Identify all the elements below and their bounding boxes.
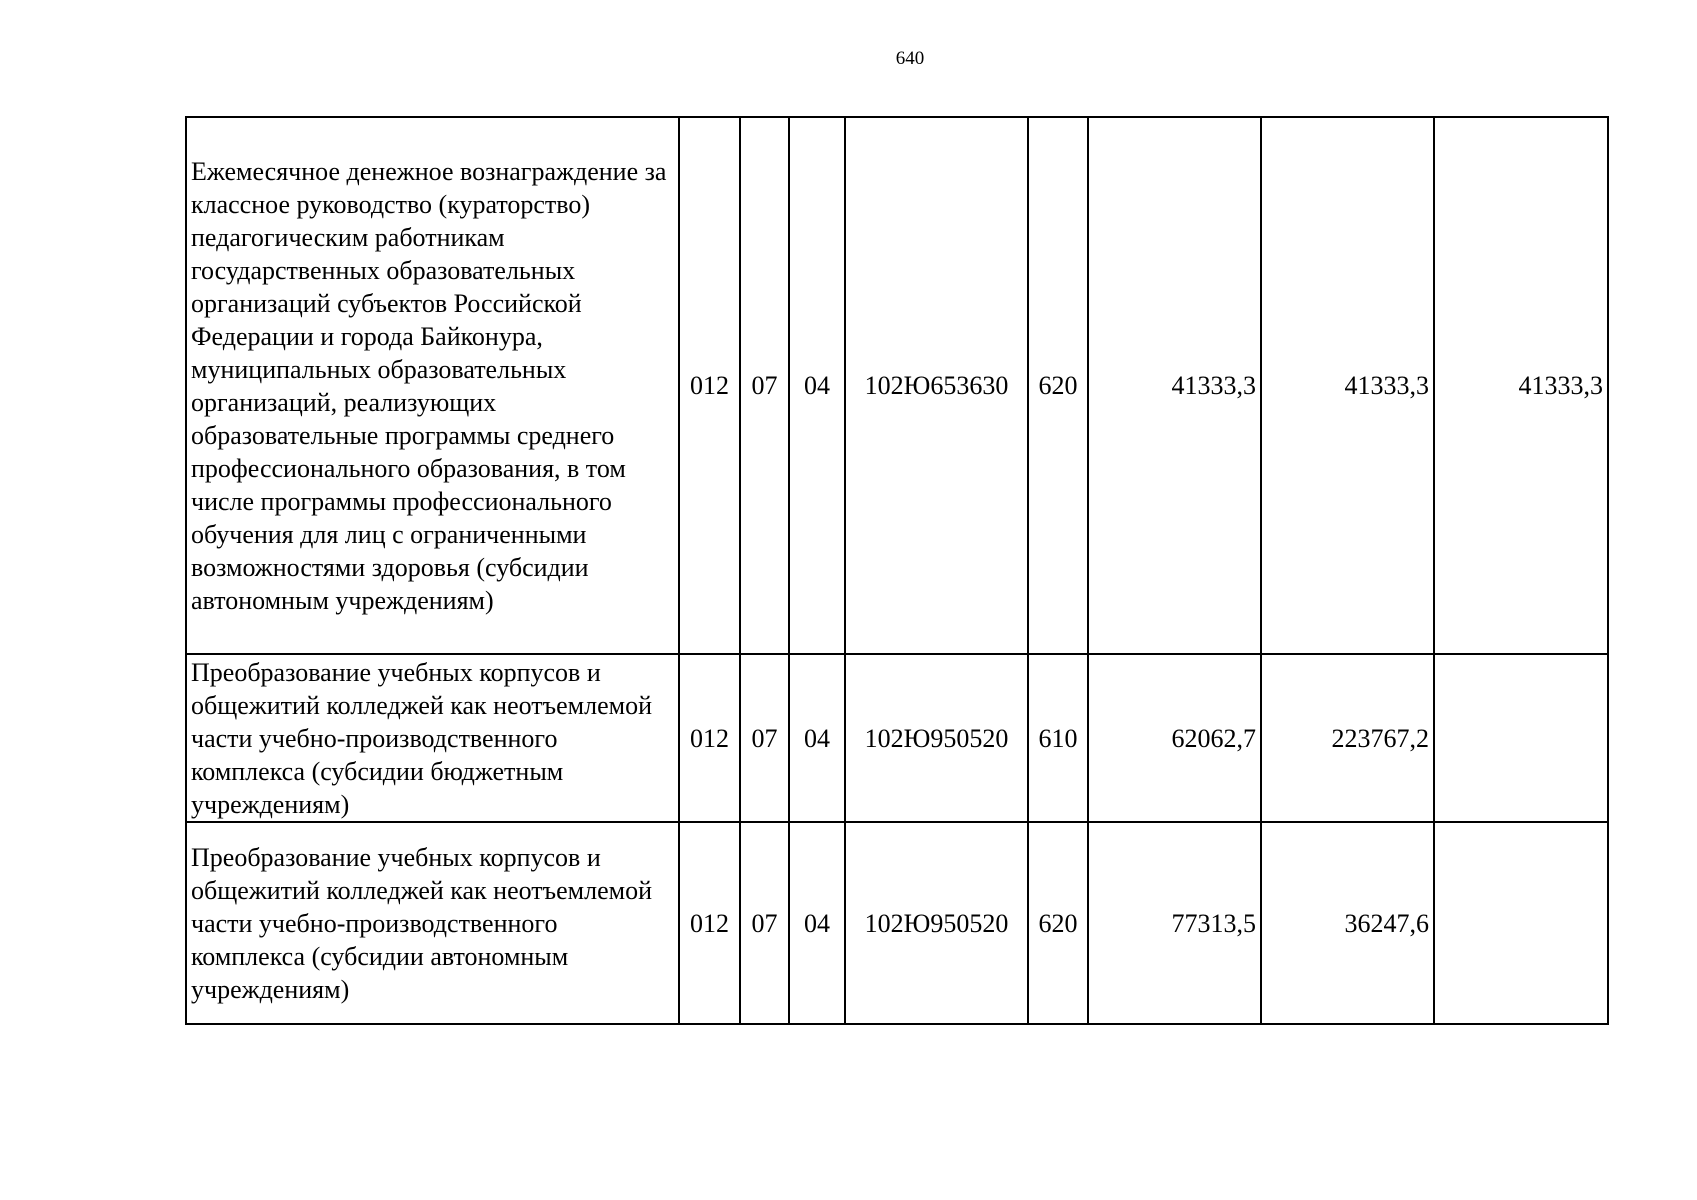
subsection-code: 04: [789, 117, 845, 654]
amount-year-1: 62062,7: [1088, 654, 1261, 822]
row-name: Преобразование учебных корпусов и общежитий колледжей как неотъемлемой части учебно-производственного комплекса (субсидии бюджетным учреждениям): [186, 654, 679, 822]
table-row: [186, 654, 1608, 822]
amount-year-1: 77313,5: [1088, 822, 1261, 1024]
target-article-code: 102Ю950520: [845, 654, 1028, 822]
page-number: 640: [895, 48, 925, 69]
target-article-code: 102Ю950520: [845, 822, 1028, 1024]
section-code: 07: [740, 654, 789, 822]
amount-year-2: 36247,6: [1261, 822, 1434, 1024]
amount-year-3: 41333,3: [1434, 117, 1608, 654]
table-row: [186, 117, 1608, 654]
budget-table: [185, 116, 1609, 1025]
expense-type-code: 610: [1028, 654, 1088, 822]
expense-type-code: 620: [1028, 117, 1088, 654]
amount-year-2: 41333,3: [1261, 117, 1434, 654]
ministry-code: 012: [679, 654, 740, 822]
row-name: Преобразование учебных корпусов и общежитий колледжей как неотъемлемой части учебно-производственного комплекса (субсидии автономным учреждениям): [186, 822, 679, 1024]
amount-year-2: 223767,2: [1261, 654, 1434, 822]
target-article-code: 102Ю653630: [845, 117, 1028, 654]
amount-year-3: [1434, 822, 1608, 1024]
amount-year-1: 41333,3: [1088, 117, 1261, 654]
ministry-code: 012: [679, 822, 740, 1024]
subsection-code: 04: [789, 822, 845, 1024]
section-code: 07: [740, 822, 789, 1024]
section-code: 07: [740, 117, 789, 654]
amount-year-3: [1434, 654, 1608, 822]
expense-type-code: 620: [1028, 822, 1088, 1024]
subsection-code: 04: [789, 654, 845, 822]
row-name: Ежемесячное денежное вознаграждение за классное руководство (кураторство) педагогическим работникам государственных образовательных организаций субъектов Российской Федерации и города Байконура, муниципальных образовательных организаций, реализующих образовательные программы среднего профессионального образования, в том числе программы профессионального обучения для лиц с ограниченными возможностями здоровья (субсидии автономным учреждениям): [186, 117, 679, 654]
table-row: [186, 822, 1608, 1024]
ministry-code: 012: [679, 117, 740, 654]
